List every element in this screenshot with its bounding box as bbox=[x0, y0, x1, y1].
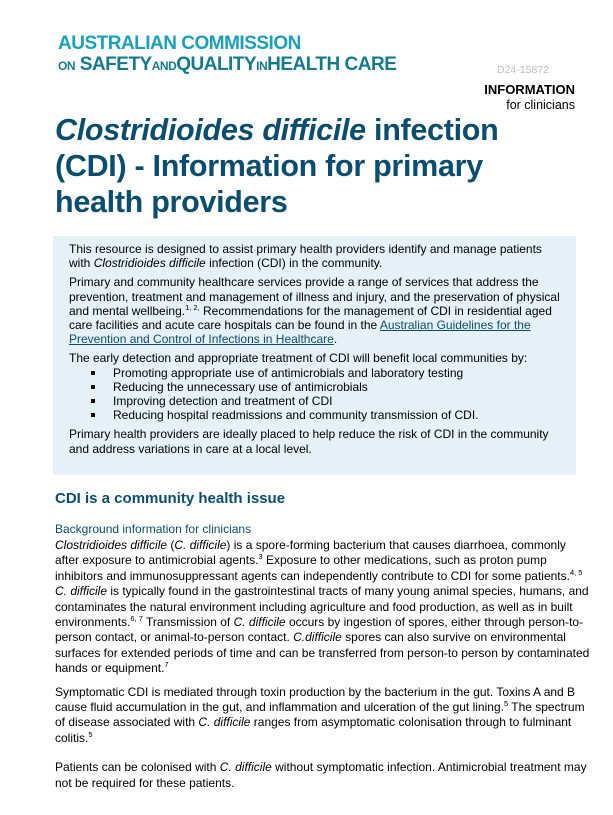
section-subheading: Background information for clinicians bbox=[55, 522, 252, 536]
body-paragraph-3: Patients can be colonised with C. difficile without symptomatic infection. Antimicrobial treatment may not be required for these patients. bbox=[55, 760, 587, 790]
info-subtitle: for clinicians bbox=[506, 98, 575, 112]
logo-line1: AUSTRALIAN COMMISSION bbox=[58, 33, 301, 54]
list-item: Reducing hospital readmissions and community transmission of CDI. bbox=[91, 408, 562, 422]
intro-box bbox=[53, 236, 576, 475]
document-id: D24-15872 bbox=[497, 64, 549, 76]
section-heading: CDI is a community health issue bbox=[55, 490, 286, 507]
intro-paragraph-1: This resource is designed to assist primary health providers identify and manage patients with Clostridioides difficile infection (CDI) in the community. bbox=[69, 242, 542, 271]
benefits-list bbox=[69, 366, 562, 423]
page-title: Clostridioides difficile infection (CDI) - Information for primary health providers bbox=[55, 113, 499, 219]
list-item: Reducing the unnecessary use of antimicrobials bbox=[91, 380, 562, 394]
logo-line2: ON SAFETYANDQUALITYINHEALTH CARE bbox=[58, 54, 397, 75]
intro-paragraph-2: Primary and community healthcare services provide a range of services that address the prevention, treatment and management of illness and injury, and the preservation of physical and mental wellbeing.$^{1, 2,}$ Recommendations for the management of CDI in residential aged care facilities and acute care hospitals can be found in the Australian Guidelines for the Prevention and Control of Infections in Healthcare. bbox=[69, 275, 560, 347]
list-item: Improving detection and treatment of CDI bbox=[91, 394, 562, 408]
body-paragraph-1: Clostridioides difficile (C. difficile) is a spore-forming bacterium that causes diarrhoea, commonly after exposure to antimicrobial agents.$^3$ Exposure to other medications, such as proton pump inhibitors and immunosuppressant agents can independently contribute to CDI for some patients.$^{4, 5}$ C. difficile is typically found in the gastrointestinal tracts of many young animal species, humans, and contaminates the natural environment including agriculture and food production, as well as in built environments.$^{6, 7}$ Transmission of C. difficile occurs by ingestion of spores, either through person-to-person contact, or animal-to-person contact. C.difficile spores can also survive on environmental surfaces for extended periods of time and can be transferred from person-to person by contaminated hands or equipment.$^7$ bbox=[55, 538, 590, 676]
info-title: INFORMATION bbox=[484, 82, 575, 97]
list-item: Promoting appropriate use of antimicrobials and laboratory testing bbox=[91, 366, 562, 380]
body-text bbox=[55, 538, 590, 799]
info-label bbox=[484, 82, 575, 113]
intro-paragraph-3: The early detection and appropriate treatment of CDI will benefit local communities by: bbox=[69, 351, 528, 366]
body-paragraph-2: Symptomatic CDI is mediated through toxin production by the bacterium in the gut. Toxins A and B cause fluid accumulation in the gut, and inflammation and ulceration of the gut lining.$^5$ The spectrum of disease associated with C. difficile ranges from asymptomatic colonisation through to fulminant colitis.$^5$ bbox=[55, 684, 585, 745]
guidelines-link[interactable]: Australian Guidelines for the Prevention and Control of Infections in Healthcare bbox=[69, 318, 531, 347]
commission-logo bbox=[58, 33, 396, 77]
intro-paragraph-4: Primary health providers are ideally placed to help reduce the risk of CDI in the community and address variations in care at a local level. bbox=[69, 427, 549, 456]
